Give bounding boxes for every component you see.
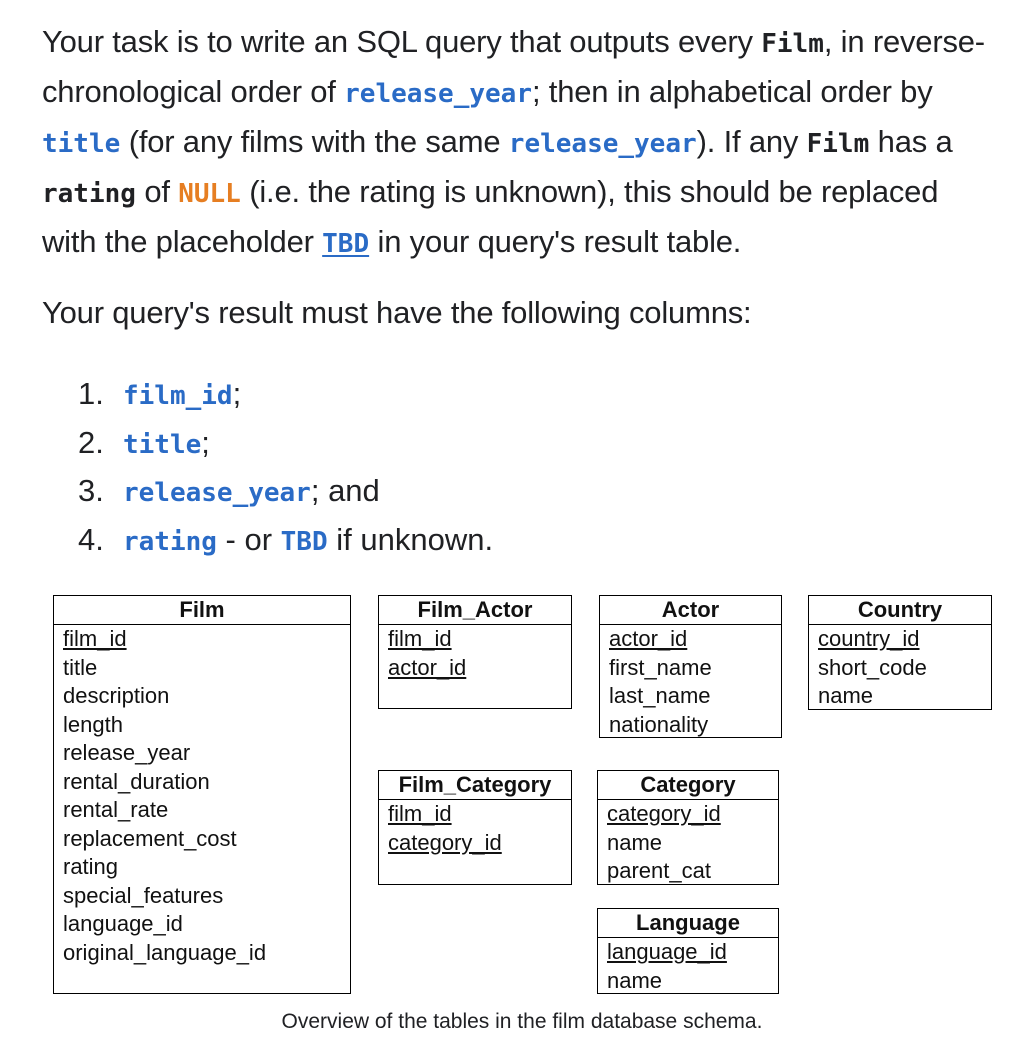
- list-item: [78, 419, 493, 468]
- table-field: name: [818, 683, 874, 708]
- primary-key-field: actor_id: [388, 654, 467, 680]
- code-rating: rating: [42, 179, 136, 209]
- text-fragment: (i.e. the rating is unknown), this should be replaced with the placeholder: [42, 174, 939, 259]
- table-title: Country: [809, 596, 991, 625]
- list-number: 2.: [78, 424, 104, 460]
- table-title: Film: [54, 596, 350, 625]
- list-item: [78, 516, 493, 565]
- film-actor-table: [378, 595, 572, 709]
- primary-key-field: film_id: [388, 626, 452, 651]
- list-suffix: ; and: [310, 473, 380, 508]
- text-fragment: in your query's result table.: [369, 224, 742, 259]
- code-rating: rating: [123, 526, 217, 557]
- text-fragment: of: [135, 174, 179, 209]
- table-field: language_id: [63, 911, 183, 936]
- table-field: nationality: [609, 711, 709, 737]
- text-fragment: ). If any: [696, 124, 807, 159]
- primary-key-field: film_id: [63, 626, 127, 651]
- table-field: length: [63, 711, 123, 737]
- table-title: Category: [598, 771, 778, 800]
- list-item: [78, 467, 493, 516]
- tbd-link[interactable]: TBD: [322, 229, 370, 259]
- table-field: name: [607, 967, 663, 993]
- code-film: Film: [806, 129, 870, 159]
- list-number: 3.: [78, 473, 104, 508]
- code-release-year: release_year: [123, 478, 311, 508]
- table-field: release_year: [63, 740, 191, 765]
- table-title: Film_Actor: [379, 596, 571, 625]
- actor-table: [599, 595, 782, 738]
- text-fragment: ; then in alphabetical order by: [531, 74, 933, 109]
- table-field: rental_rate: [63, 797, 169, 822]
- primary-key-field: country_id: [818, 626, 920, 651]
- film-table: [53, 595, 351, 994]
- table-field: first_name: [609, 654, 712, 680]
- figure-caption: Overview of the tables in the film database schema.: [281, 1010, 763, 1033]
- code-release-year: release_year: [508, 129, 697, 159]
- table-field: replacement_cost: [63, 825, 237, 851]
- table-field: rental_duration: [63, 768, 210, 794]
- task-paragraph: [42, 18, 992, 268]
- code-title: title: [42, 129, 121, 159]
- columns-list: [78, 370, 493, 564]
- list-suffix: ;: [232, 376, 242, 411]
- code-null: NULL: [178, 179, 241, 209]
- table-field: last_name: [609, 683, 711, 708]
- language-table: [597, 908, 779, 994]
- film-category-table: [378, 770, 572, 885]
- code-release-year: release_year: [344, 79, 532, 109]
- table-field: short_code: [818, 654, 927, 680]
- table-field: name: [607, 829, 663, 855]
- table-title: Actor: [600, 596, 781, 625]
- primary-key-field: category_id: [388, 829, 502, 855]
- columns-intro: Your query's result must have the following columns:: [42, 295, 752, 330]
- primary-key-field: actor_id: [609, 626, 688, 651]
- list-suffix: ;: [201, 424, 210, 460]
- table-field: special_features: [63, 882, 224, 908]
- code-tbd: TBD: [280, 526, 328, 557]
- list-item: [78, 370, 493, 419]
- list-suffix: if unknown.: [327, 521, 494, 557]
- text-fragment: , in reverse-chronological order of: [42, 24, 985, 109]
- table-field: description: [63, 683, 170, 708]
- code-title: title: [123, 429, 202, 460]
- list-number: 1.: [78, 376, 104, 411]
- code-film: Film: [761, 29, 824, 59]
- table-title: Film_Category: [379, 771, 571, 800]
- category-table: [597, 770, 779, 885]
- list-text: - or: [216, 521, 281, 557]
- text-fragment: (for any films with the same: [120, 124, 509, 159]
- list-number: 4.: [78, 521, 104, 557]
- table-field: rating: [63, 854, 119, 879]
- table-field: title: [63, 654, 98, 680]
- text-fragment: has a: [869, 124, 953, 159]
- text-fragment: Your task is to write an SQL query that outputs every: [42, 24, 762, 59]
- code-film-id: film_id: [123, 381, 233, 411]
- table-title: Language: [598, 909, 778, 938]
- country-table: [808, 595, 992, 710]
- primary-key-field: category_id: [607, 801, 721, 826]
- primary-key-field: language_id: [607, 939, 727, 964]
- primary-key-field: film_id: [388, 801, 452, 826]
- table-field: parent_cat: [607, 858, 711, 883]
- table-field: original_language_id: [63, 939, 267, 965]
